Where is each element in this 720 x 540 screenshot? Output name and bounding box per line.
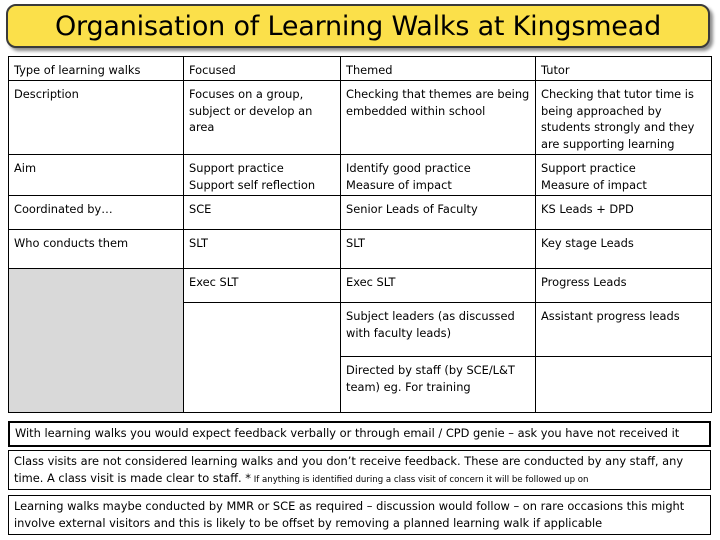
title-banner bbox=[6, 4, 710, 48]
class-visits-note-text: Class visits are not considered learning walks and you don’t receive feedback. These are conducted by any staff, any time. A class visit is made clear to staff. * bbox=[14, 454, 684, 485]
class-visits-footnote: If anything is identified during a class visit of concern it will be followed up on bbox=[250, 474, 589, 485]
conducted-by-note bbox=[8, 495, 711, 535]
table-row bbox=[9, 269, 712, 303]
feedback-note-text: With learning walks you would expect feedback verbally or through email / CPD genie – ask you have not received it bbox=[15, 426, 680, 440]
table-cell: Directed by staff (by SCE/L&T team) eg. For training bbox=[341, 357, 536, 413]
table-row bbox=[9, 230, 712, 269]
row-header: Coordinated by… bbox=[9, 196, 184, 230]
table-cell: Focuses on a group, subject or develop an area bbox=[184, 81, 341, 155]
table-cell: Progress Leads bbox=[536, 269, 712, 303]
table-cell: Tutor bbox=[536, 57, 712, 81]
row-header: Description bbox=[9, 81, 184, 155]
table-cell: Subject leaders (as discussed with faculty leads) bbox=[341, 303, 536, 357]
table-row bbox=[9, 57, 712, 81]
table-cell: Assistant progress leads bbox=[536, 303, 712, 357]
table-cell: KS Leads + DPD bbox=[536, 196, 712, 230]
table-cell: SLT bbox=[341, 230, 536, 269]
table-cell: SCE bbox=[184, 196, 341, 230]
table-cell: Checking that themes are being embedded within school bbox=[341, 81, 536, 155]
table-cell bbox=[536, 357, 712, 413]
table-cell: Key stage Leads bbox=[536, 230, 712, 269]
table-cell: SLT bbox=[184, 230, 341, 269]
conducted-by-note-text: Learning walks maybe conducted by MMR or SCE as required – discussion would follow – on rare occasions this might involve external visitors and this is likely to be offset by removing a planned learning walk if applicable bbox=[14, 499, 685, 530]
empty-shaded-cell bbox=[9, 269, 184, 413]
table-cell: Senior Leads of Faculty bbox=[341, 196, 536, 230]
table-cell: Support practice Support self reflection bbox=[184, 155, 341, 196]
table-cell: Exec SLT bbox=[341, 269, 536, 303]
table-row bbox=[9, 81, 712, 155]
table-cell: Exec SLT bbox=[184, 269, 341, 303]
table-cell: Themed bbox=[341, 57, 536, 81]
table-cell bbox=[184, 303, 341, 413]
table-row bbox=[9, 155, 712, 196]
row-header: Type of learning walks bbox=[9, 57, 184, 81]
row-header: Who conducts them bbox=[9, 230, 184, 269]
learning-walks-table bbox=[8, 56, 712, 413]
table-cell: Checking that tutor time is being approached by students strongly and they are supporting learning bbox=[536, 81, 712, 155]
page-title: Organisation of Learning Walks at Kingsmead bbox=[54, 10, 662, 42]
class-visits-note bbox=[8, 450, 711, 490]
table-cell: Support practice Measure of impact bbox=[536, 155, 712, 196]
feedback-note bbox=[8, 421, 711, 447]
row-header: Aim bbox=[9, 155, 184, 196]
table-cell: Focused bbox=[184, 57, 341, 81]
table-row bbox=[9, 196, 712, 230]
table-cell: Identify good practice Measure of impact bbox=[341, 155, 536, 196]
